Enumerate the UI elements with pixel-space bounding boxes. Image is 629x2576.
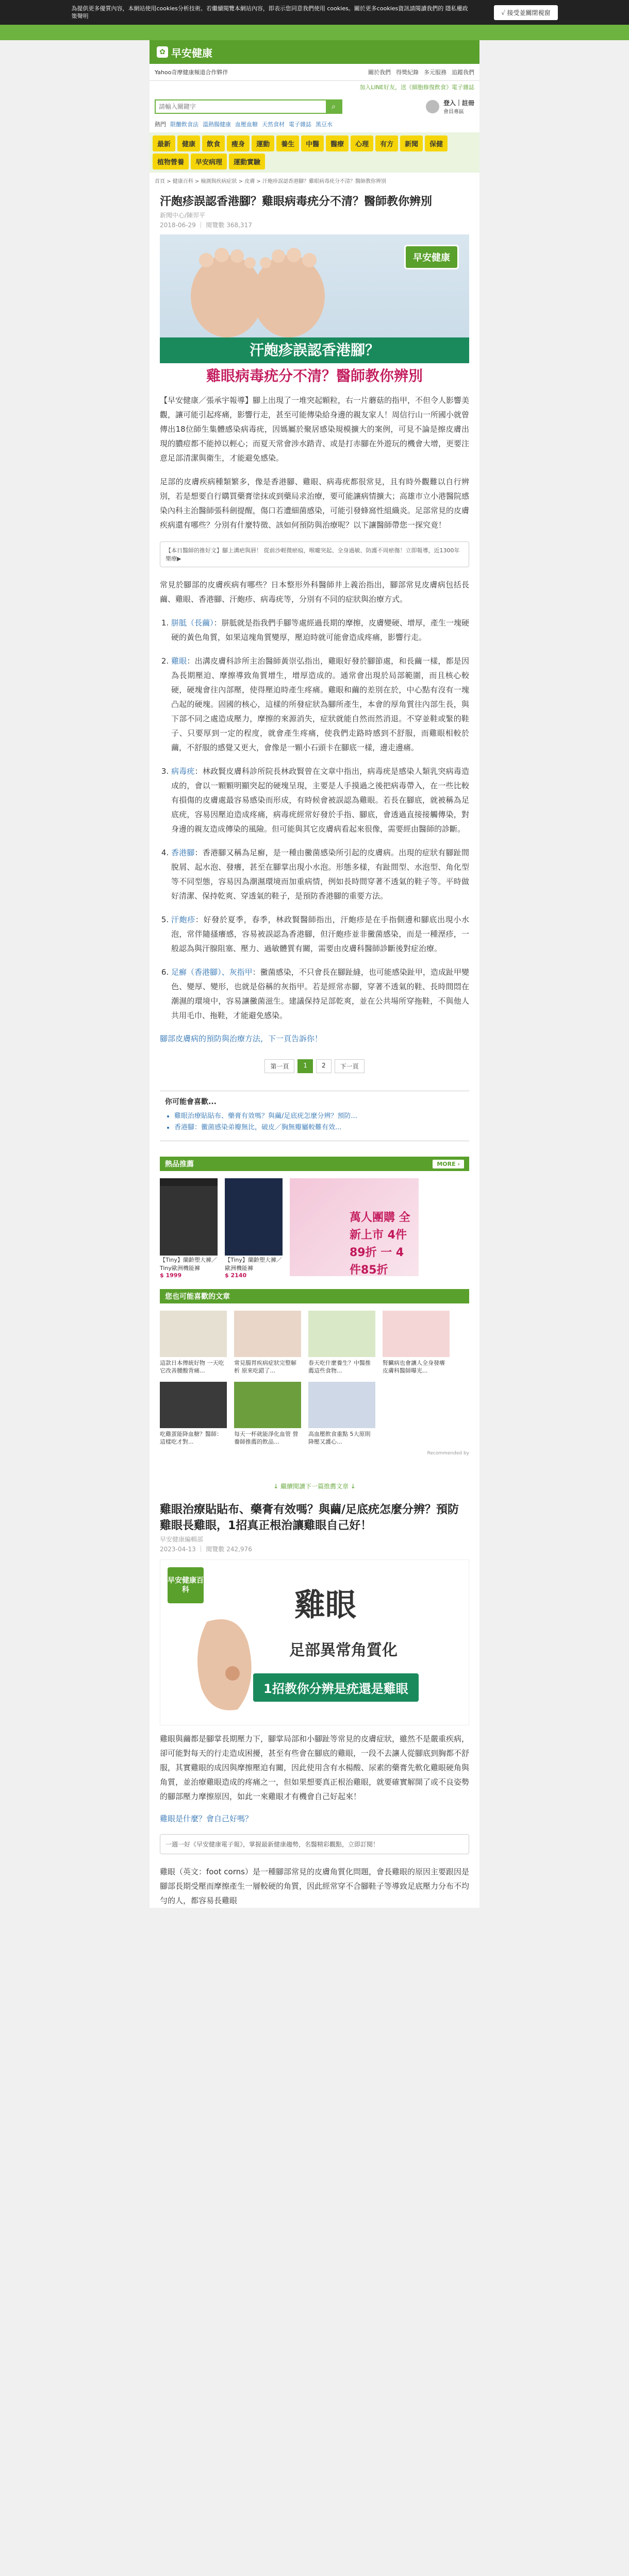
article-paragraph: 雞眼與繭都是腳掌長期壓力下，腳掌局部和小腳趾等常見的皮膚症狀，雖然不是嚴重疾病，卻可能對每天的行走造成困擾，甚至有些會在腳底的雞眼，一段不去讓人從腳底到胸都不舒服，其實雞眼的成因與摩擦壓迫有關，因此使用含有水楊酸、尿素的藥膏先軟化雞眼硬角與角質，並治療雞眼造成的疼痛之一，但如果想要真正根治雞眼，就要確實解開了或不良姿勢的腳部壓力摩擦原因，如此一來雞眼才有機會自己好起來！ — [160, 1734, 470, 1801]
product-card[interactable] — [160, 1178, 218, 1279]
list-item — [171, 764, 469, 836]
related-link[interactable]: • 香港腳：黴菌感染弟瓣無比，破皮／胸無瓣屬較難有效... — [174, 1122, 464, 1133]
first-page-button[interactable]: 第一頁 — [264, 1059, 294, 1073]
product-row — [160, 1171, 469, 1289]
next-article-title[interactable]: 雞眼治療貼貼布、藥膏有效嗎？與繭/足底疣怎麼分辨？預防雞眼長雞眼，1招真正根治讓雞眼自己好！ — [160, 1503, 459, 1532]
product-image — [225, 1178, 283, 1256]
next-page-button[interactable]: 下一頁 — [335, 1059, 365, 1073]
hot-keyword[interactable]: 限醣飲食法 — [170, 121, 198, 128]
page-container — [150, 40, 479, 1908]
related-title: 你可能會喜歡... — [165, 1098, 217, 1106]
top-strip — [0, 25, 629, 40]
list-item-text: ：林政賢皮膚科診所院長林政賢曾在文章中指出，病毒疣是感染人類乳突病毒造成的，會以一顆顆明顯突起的硬塊呈現，主要是人手摸過之後把病毒帶入，在一些比較有損傷的皮膚處最容易感染而形成，有時候會被誤認為雞眼。若長在腳底，就被稱為足底疣，容易因壓迫造成疼痛，病毒疣經常好發於手指、腳底，會透過直接接觸傳染，對身邊的親友造成傳染的風險。但可能與其它皮膚病看起來很像，需要經由醫師的診斷。 — [171, 767, 469, 834]
section-question: 雞眼是什麼？會自己好嗎？ — [160, 1814, 253, 1823]
header-link[interactable]: 得獎紀錄 — [396, 69, 419, 76]
search-box — [155, 99, 342, 114]
products-title: 熱品推薦 — [165, 1160, 194, 1168]
powered-by: Recommended by — [427, 1451, 469, 1456]
nav-item[interactable]: 飲食 — [202, 135, 225, 151]
nav-item[interactable]: 保健 — [425, 135, 448, 151]
list-item-text: ：黴菌感染，不只會長在腳趾縫，也可能感染趾甲，造成趾甲變色、變厚、變形，也就是俗稱的灰指甲。若是經常赤腳，穿著不透氣的鞋、長時間悶在潮濕的環境中，容易讓黴菌滋生。建議保持足部乾爽，並在公共場所穿拖鞋，不與他人共用毛巾、拖鞋，才能避免感染。 — [171, 968, 469, 1020]
hot-label: 熱門 — [155, 121, 166, 128]
list-item — [171, 616, 469, 645]
recommend-image — [308, 1382, 375, 1428]
recommend-card[interactable] — [308, 1311, 375, 1375]
hot-keyword[interactable]: 電子雜誌 — [289, 121, 311, 128]
keyword-link[interactable]: 雞眼 — [171, 656, 187, 666]
article-meta: 2018-06-29 ｜ 閱覽數 368,317 — [160, 222, 252, 229]
page-1-button[interactable]: 1 — [297, 1059, 313, 1073]
hot-keywords — [150, 120, 479, 132]
member-area[interactable] — [426, 98, 474, 115]
pagination — [160, 1059, 469, 1073]
recommend-image — [308, 1311, 375, 1357]
recommend-image — [234, 1382, 301, 1428]
product-name: 【Tiny】蘭齡塑大褲／Tiny歐洲機能褲 — [160, 1257, 217, 1272]
site-subtitle: Yahoo奇摩健康頻道合作夥伴 — [155, 69, 228, 76]
next-view-count: 閱覽數 242,976 — [206, 1546, 252, 1553]
cookie-text: 為提供更多優質內容，本網站使用cookies分析技術。若繼續閱覽本網站內容，即表示您同意我們使用 cookies。關於更多cookies資訊請閱讀我們的 隱私權政策聲明 — [71, 5, 468, 20]
nav-item[interactable]: 最新 — [153, 135, 175, 151]
nav-item[interactable]: 早安病理 — [191, 154, 227, 170]
hero-mid-text: 足部異常角質化 — [289, 1641, 398, 1659]
hero-image — [160, 234, 469, 389]
recommend-text: 每天一杯就能淨化血管 營養師推薦的飲品... — [234, 1431, 299, 1445]
leaf-icon: ✿ — [157, 46, 168, 58]
recommend-card[interactable] — [234, 1311, 301, 1375]
nav-item[interactable]: 植物營養 — [153, 154, 189, 170]
article-paragraph: 【早安健康／張承宇報導】腳上出現了一堆突起顆粒，右一片蘑菇的指甲，不但令人影響美觀，讓可能引起疼痛，影響行走，甚至可能傳染給身邊的親友家人！周信行山一所國小就曾傳出18位師生集體感染病毒疣，因媽屬於聚居感染規模擴大的案例，可見不論是擦皮膚出現的膿痘都不能掉以輕心；而夏天常會涉水踏青、或是打赤腳在外遊玩的機會大增，更要注意足部清潔與衛生，才能避免感染。 — [160, 396, 470, 463]
sub-header — [150, 64, 479, 81]
header-link[interactable]: 關於我們 — [368, 69, 391, 76]
article-paragraph: 足部的皮膚疾病種類繁多，像是香港腳、雞眼、病毒疣都很常見，且有時外觀難以自行辨別，若是想要自行購買藥膏塗抹或到藥局求治療，要可能讓病情擴大；高雄市立小港醫院感染內科主治醫師張科劍提醒，傷口若遭細菌感染，可能引發蜂窩性組織炎。足部常見的皮膚疾病還有哪些？分別有什麼特徵、該如何預防與治療呢？以下讓醫師帶您一探究竟！ — [160, 477, 470, 530]
keyword-link[interactable]: 胼胝（長繭） — [171, 618, 214, 628]
recommend-text: 常見腸胃疾病症狀完整解析 原來吃錯了... — [234, 1360, 296, 1374]
keyword-link[interactable]: 香港腳 — [171, 848, 195, 857]
recommend-text: 吃雞蛋能降血糖？醫師：這樣吃才對... — [160, 1431, 222, 1445]
recommend-image — [160, 1311, 227, 1357]
article — [150, 193, 479, 1908]
breadcrumb[interactable]: 首頁 > 健康百科 > 檢測與疾病症狀 > 皮膚 > 汗皰疹誤認香港腳？雞眼病毒疣分不清？醫師教你辨別 — [155, 179, 386, 184]
header-link[interactable]: 追蹤我們 — [452, 69, 474, 76]
recommend-card[interactable] — [160, 1311, 227, 1375]
list-item-text: ：香港腳又稱為足癬，是一種由黴菌感染所引起的皮膚病。出現的症狀有腳趾間脫屑、起水泡、發癢，甚至在腳掌出現小水泡。形態多樣，有趾間型、水泡型、角化型等不同型態，容易因為潮濕環境而加重病情，例如長時間穿著不透氣的鞋子等。平時做好清潔、保持乾爽、穿透氣的鞋子，是預防香港腳的重要方法。 — [171, 848, 469, 901]
nav-item[interactable]: 新聞 — [400, 135, 423, 151]
search-row — [150, 93, 479, 120]
next-article-divider: ↓ 繼續閱讀下一篇推薦文章 ↓ — [273, 1483, 356, 1490]
next-article-author[interactable]: 早安健康編輯部 — [160, 1536, 204, 1543]
condition-list — [160, 616, 469, 1023]
nav-item[interactable]: 養生 — [276, 135, 299, 151]
recommend-image — [160, 1382, 227, 1428]
nav-item[interactable]: 運動實驗 — [229, 154, 265, 170]
list-item-text: ：胼胝就是指我們手腳等處經過長期的摩擦，皮膚變硬、增厚，產生一塊硬硬的黃色角質，如果這塊角質變厚，壓迫時就可能會造成疼痛，影響行走。 — [171, 618, 469, 642]
brand-badge: 早安健康 — [404, 245, 459, 269]
page-title: 汗皰疹誤認香港腳？雞眼病毒疣分不清？醫師教你辨別 — [160, 195, 433, 208]
cookie-banner — [0, 0, 629, 25]
brand-badge: 早安健康百科 — [168, 1567, 204, 1603]
keyword-link[interactable]: 足癬（香港腳）、灰指甲 — [171, 968, 253, 977]
recommend-card[interactable] — [383, 1311, 450, 1375]
article-date: 2018-06-29 — [160, 222, 196, 229]
related-link[interactable]: • 雞眼治療貼貼布、藥膏有效嗎？與繭/足底疣怎麼分辨？預防... — [174, 1111, 464, 1122]
product-card[interactable] — [225, 1178, 283, 1279]
nav-item[interactable]: 瘦身 — [227, 135, 250, 151]
next-article-meta: 2023-04-13 ｜ 閱覽數 242,976 — [160, 1546, 252, 1553]
list-item — [171, 965, 469, 1023]
avatar — [426, 100, 439, 113]
article-paragraph: 雞眼（英文：foot corns）是一種腳部常見的皮膚角質化問題，會長雞眼的原因主要跟因是腳部長期受壓而摩擦產生一層較硬的角質，因此經常穿不合腳鞋子等導致足底壓力分布不均勻的人，都容易長雞眼 — [160, 1867, 470, 1905]
list-item-text: ：出溝皮膚科診所主治醫師黃崇弘指出，雞眼好發於腳節處，和長繭一樣，都是因為長期壓迫、摩擦導致角質增生，增厚造成的。通常會出現於局部範圍，而且核心較硬，硬塊會往內部壓，使得壓迫時產生疼痛。雞眼和繭的差別在於，中心點有沒有一塊凸起的硬塊。固國的核心，這樣的所發症狀為腳所產生，本會的厚角質往內部生長，與下部不同之處造成壓力，摩擦的來源消失，症狀就能自然而然消退。不穿並鞋或緊的鞋子、只要厚到一定的程度，就會產生疼痛，使我們走路時感到不舒服，而雞眼相較於繭，不舒服的感覺又更大，會像是一顆小石頭卡在腳底一樣，邊走邊痛。 — [171, 656, 469, 752]
list-item — [171, 654, 469, 755]
hero-caption-1: 汗皰疹誤認香港腳？ — [160, 337, 469, 363]
page-2-button[interactable]: 2 — [316, 1059, 332, 1073]
recommend-text: 春天吃什麼養生？中醫推薦這些食物... — [308, 1360, 371, 1374]
nav-item[interactable]: 中醫 — [301, 135, 324, 151]
hot-keyword[interactable]: 黑豆水 — [316, 121, 333, 128]
product-image — [160, 1178, 218, 1256]
search-icon[interactable]: ⌕ — [326, 100, 341, 113]
recommend-card[interactable] — [160, 1382, 227, 1446]
promo-banner[interactable] — [290, 1178, 419, 1276]
nav-item[interactable]: 醫療 — [326, 135, 349, 151]
recommend-image — [383, 1311, 450, 1357]
list-item-text: ：好發於夏季，春季，林政賢醫師指出，汗皰疹是在手指側邊和腳底出現小水泡，常伴隨搔癢感，容易被誤認為香港腳，但汗皰疹並非黴菌感染，而是一種溼疹，一般認為與汗腺阻塞、壓力、過敏體質有關，需要由皮膚科醫師診斷後對症治療。 — [171, 915, 469, 953]
recommend-header — [160, 1289, 469, 1303]
promo-banner-text: 萬人團購 全新上市 4件89折 一 4件85折 — [350, 1211, 410, 1277]
header-links — [368, 68, 474, 76]
hero-caption-2: 雞眼病毒疣分不清？醫師教你辨別 — [160, 363, 469, 389]
keyword-link[interactable]: 汗皰疹 — [171, 915, 195, 924]
next-hero-image — [160, 1560, 469, 1725]
recommend-title: 您也可能喜歡的文章 — [165, 1293, 230, 1301]
recommend-grid — [160, 1303, 469, 1451]
article-paragraph: 常見於腳部的皮膚疾病有哪些？日本整形外科醫師井上義治指出，腳部常見皮膚病包括長繭、雞眼、香港腳、汗皰疹、病毒疣等，分別有不同的症狀與治療方式。 — [160, 580, 469, 604]
hot-keyword[interactable]: 溫熱腸健康 — [203, 121, 231, 128]
recommend-card[interactable] — [234, 1382, 301, 1446]
line-promo[interactable]: 加入LINE好友，送《細胞修復飲食》電子雜誌 — [359, 84, 474, 91]
products-header — [160, 1157, 469, 1171]
recommend-text: 這款日本傳統好物 一天吃它改善腰酸背痛... — [160, 1360, 224, 1374]
product-price: $ 2140 — [225, 1272, 247, 1279]
main-nav — [150, 132, 479, 173]
view-count: 閱覽數 368,317 — [206, 222, 252, 229]
article-author[interactable]: 新聞中心/陳羿平 — [160, 212, 206, 219]
site-logo[interactable]: ✿ 早安健康 — [157, 45, 212, 60]
header-link[interactable]: 多元服務 — [424, 69, 446, 76]
nav-item[interactable]: 運動 — [252, 135, 274, 151]
next-article-date: 2023-04-13 — [160, 1546, 196, 1553]
hot-keyword[interactable]: 天然食材 — [262, 121, 285, 128]
logo-bar — [150, 40, 479, 64]
nav-item[interactable]: 心理 — [351, 135, 373, 151]
recommend-text: 腎臟病也會讓人全身發癢 皮膚科醫師曝光... — [383, 1360, 445, 1374]
accept-cookie-button[interactable]: ✓ 接受並關閉視窗 — [494, 5, 557, 20]
member-zone-link[interactable]: 會員專區 — [443, 109, 464, 115]
next-page-link[interactable]: 腳部皮膚病的預防與治療方法，下一頁告訴你！ — [160, 1034, 323, 1043]
recommend-text: 高血壓飲食重點 5大原則降壓又護心... — [308, 1431, 371, 1445]
search-input[interactable] — [156, 100, 326, 113]
related-box — [160, 1091, 469, 1141]
more-button[interactable]: MORE › — [433, 1160, 464, 1168]
list-item — [171, 845, 469, 903]
hero-band-text: 1招教你分辨是疣還是雞眼 — [253, 1673, 419, 1702]
keyword-link[interactable]: 病毒疣 — [171, 767, 195, 776]
list-item — [171, 912, 469, 956]
nav-item[interactable]: 有方 — [375, 135, 398, 151]
hero-big-text: 雞眼 — [294, 1587, 356, 1623]
recommend-card[interactable] — [308, 1382, 375, 1446]
nav-item[interactable]: 健康 — [177, 135, 200, 151]
newsletter-note[interactable]: 一週一好《早安健康電子報》，掌握最新健康趨勢，名醫精彩觀點，立即訂閱！ — [160, 1834, 469, 1854]
promo-note[interactable]: 【本日醫師的推好文】腳上溝疤與唇！ 從前沙輕微瘀痕，喉嚨突起、全身過敏、防護不周瘀傷！立即報導，近1300年樂療▶ — [160, 541, 469, 567]
recommend-image — [234, 1311, 301, 1357]
login-link[interactable]: 登入｜註冊 — [443, 99, 474, 107]
product-name: 【Tiny】蘭齡塑大褲／歐洲機能褲 — [225, 1257, 282, 1272]
feet-illustration — [180, 240, 335, 337]
hot-keyword[interactable]: 血壓血糖 — [235, 121, 258, 128]
product-price: $ 1999 — [160, 1272, 182, 1279]
